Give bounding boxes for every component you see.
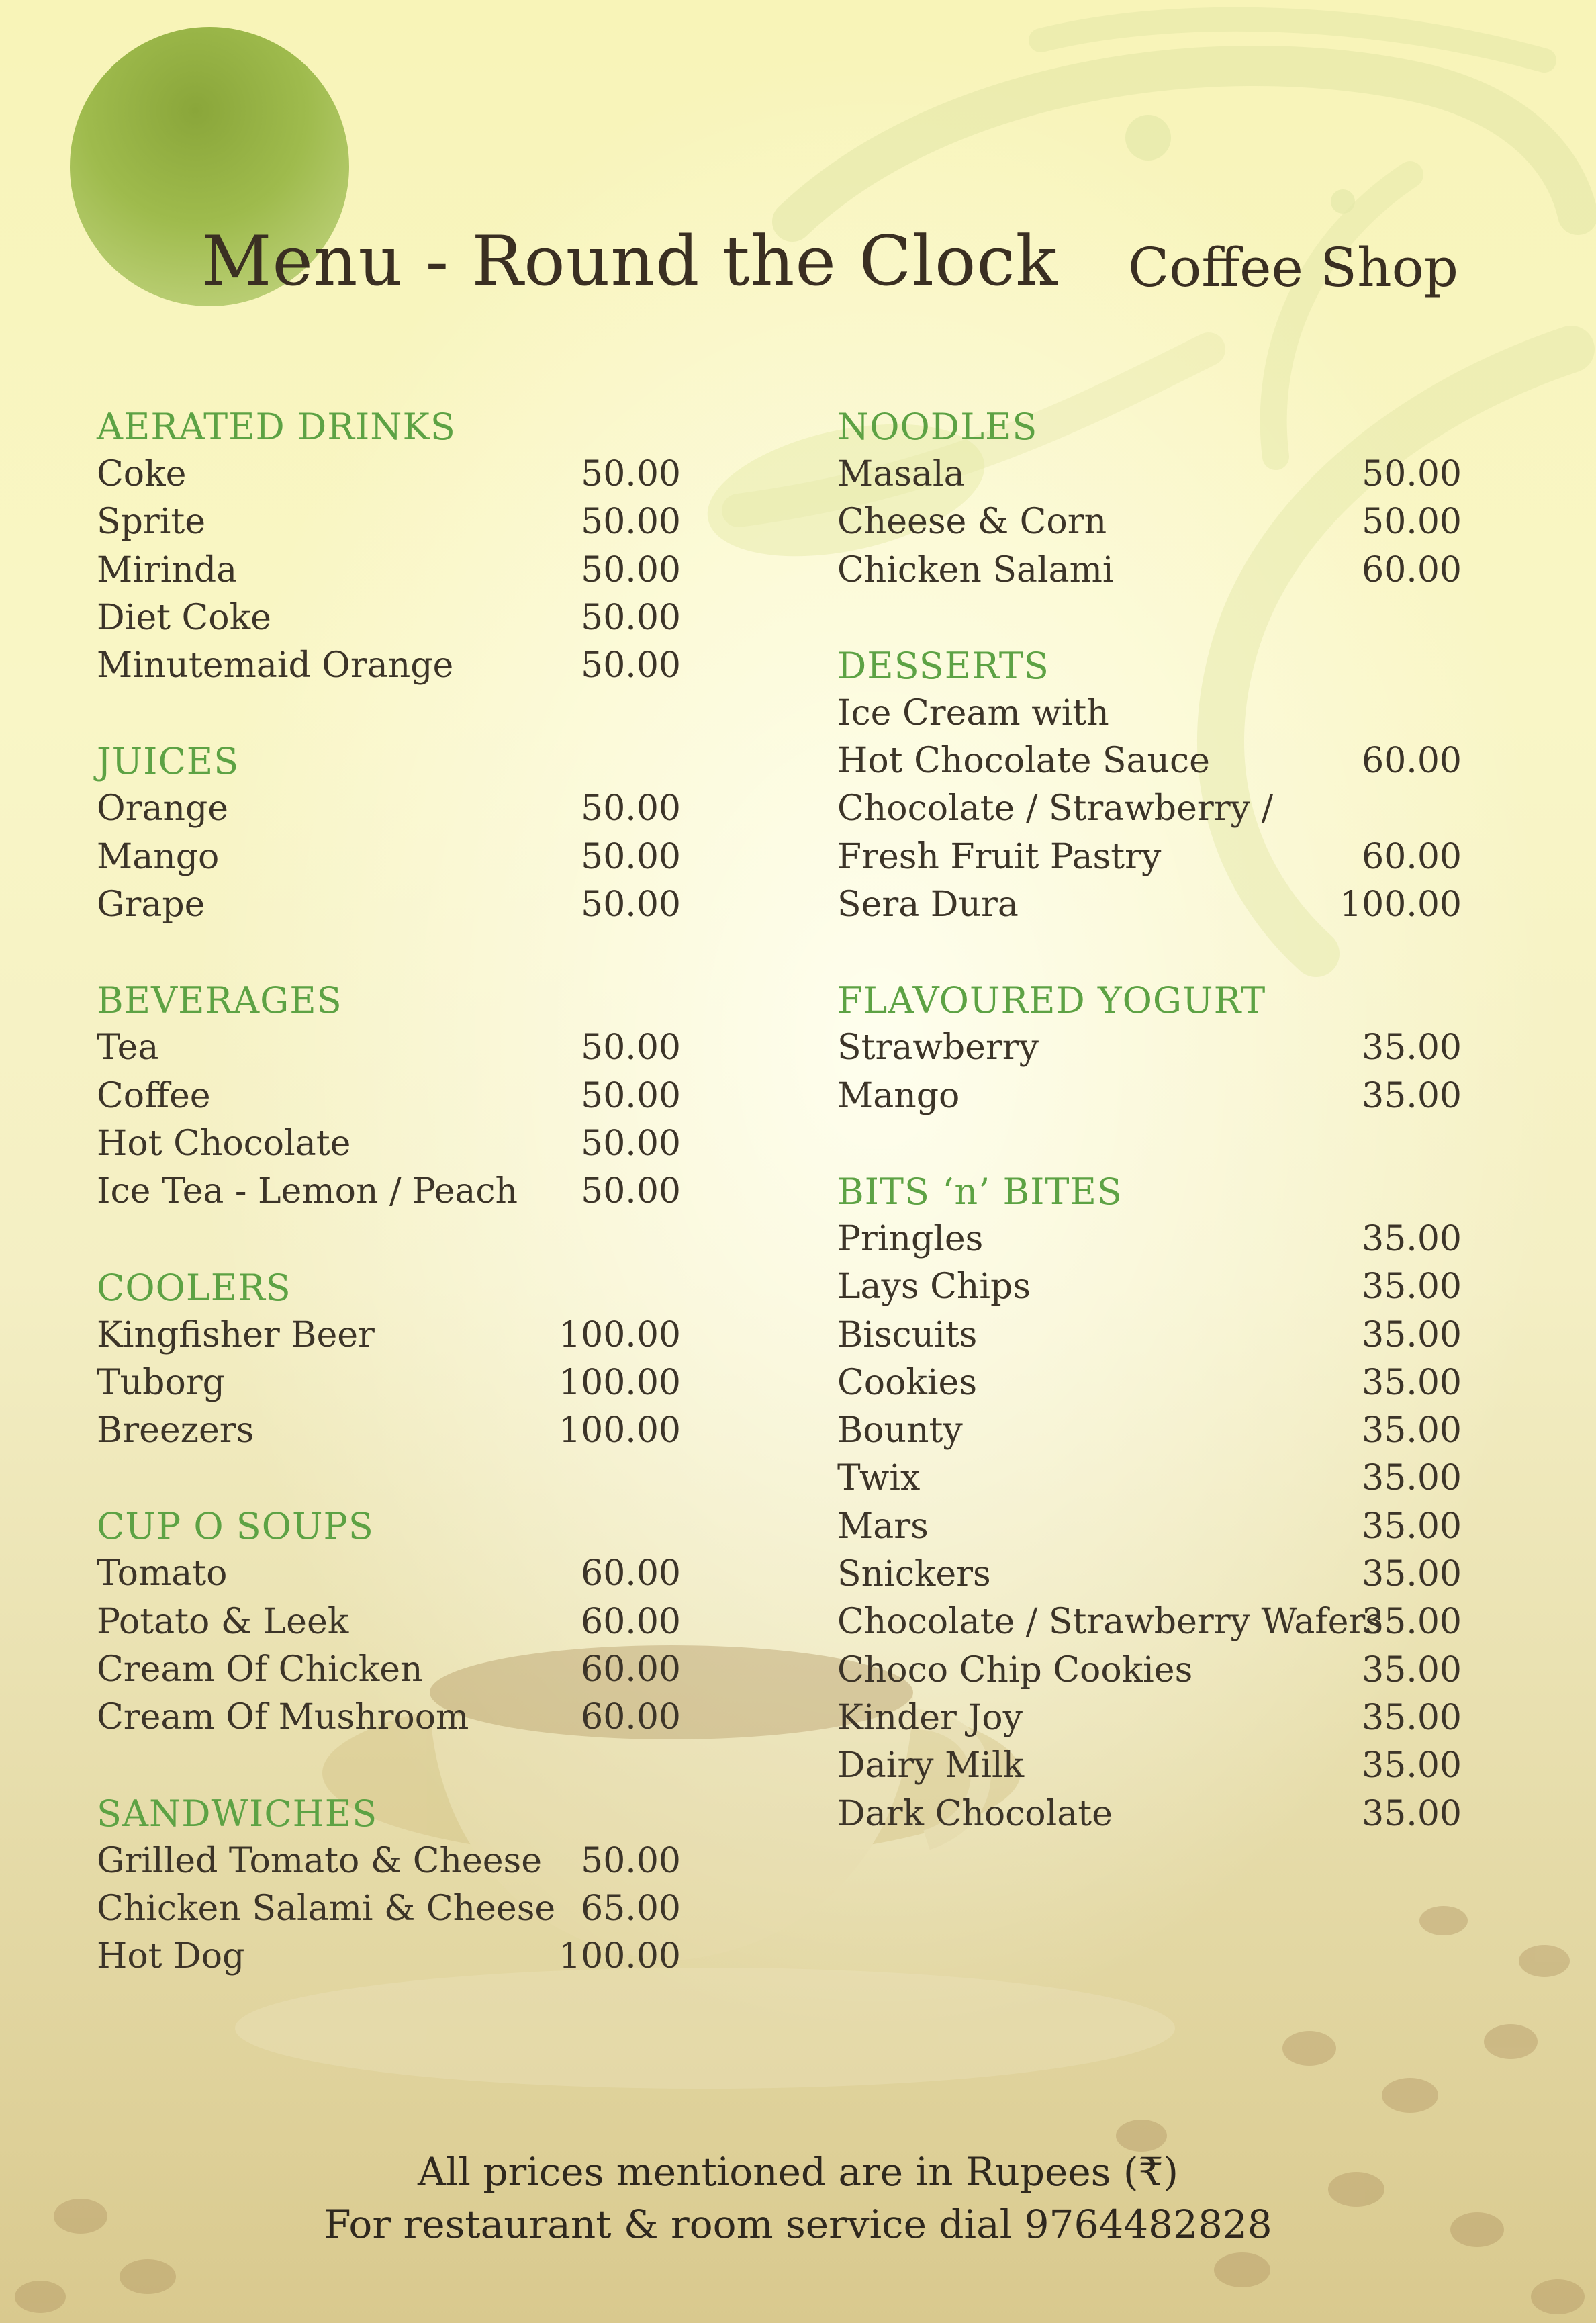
menu-item-name: Ice Tea - Lemon / Peach: [97, 1171, 518, 1212]
menu-item-price: 60.00: [581, 1649, 681, 1690]
section-title: BEVERAGES: [97, 979, 342, 1022]
menu-item: [97, 785, 681, 833]
menu-item-name: Bounty: [837, 1410, 963, 1451]
menu-item-name: Coffee: [97, 1075, 211, 1116]
menu-item-name: Lays Chips: [837, 1267, 1031, 1308]
menu-item-name: Chicken Salami & Cheese: [97, 1888, 556, 1929]
menu-item-price: 35.00: [1362, 1745, 1462, 1786]
menu-item-price: 35.00: [1362, 1218, 1462, 1259]
menu-item-price: 35.00: [1362, 1075, 1462, 1116]
menu-item-name: Chocolate / Strawberry /: [837, 788, 1273, 829]
menu-item-name: Hot Chocolate Sauce: [837, 741, 1210, 782]
menu-item-name: Minutemaid Orange: [97, 645, 454, 686]
menu-item-price: 35.00: [1362, 1314, 1462, 1355]
menu-item: [837, 1263, 1462, 1311]
menu-item: [837, 1216, 1462, 1263]
menu-item-name: Sprite: [97, 502, 206, 543]
menu-item: [97, 881, 681, 929]
menu-item-price: 60.00: [1362, 549, 1462, 590]
footer-service-note: For restaurant & room service dial 9764482828: [324, 2201, 1272, 2247]
menu-item: [97, 1550, 681, 1598]
menu-item-price: 35.00: [1362, 1458, 1462, 1499]
menu-item: [97, 1837, 681, 1885]
menu-item-name: Kinder Joy: [837, 1697, 1023, 1738]
menu-item: [97, 1312, 681, 1359]
menu-item-name: Biscuits: [837, 1314, 978, 1355]
menu-item-price: 35.00: [1362, 1410, 1462, 1451]
menu-item-price: 50.00: [581, 597, 681, 638]
menu-item-name: Snickers: [837, 1554, 991, 1595]
menu-item: [97, 1885, 681, 1933]
menu-item: [837, 1073, 1462, 1120]
menu-item-price: 100.00: [559, 1410, 681, 1451]
section-title: DESSERTS: [837, 644, 1049, 687]
menu-item: [837, 785, 1462, 833]
menu-item-name: Grape: [97, 884, 205, 925]
menu-item: [837, 1359, 1462, 1407]
menu-item-name: Hot Chocolate: [97, 1123, 351, 1164]
menu-item-name: Pringles: [837, 1218, 984, 1259]
section-title: AERATED DRINKS: [97, 406, 456, 448]
menu-section-desserts: [837, 642, 1462, 929]
menu-item: [837, 1312, 1462, 1359]
menu-item-price: 50.00: [581, 788, 681, 829]
section-title: NOODLES: [837, 406, 1038, 448]
menu-item: [837, 1407, 1462, 1455]
menu-item-price: 35.00: [1362, 1506, 1462, 1547]
section-title: CUP O SOUPS: [97, 1505, 374, 1548]
menu-item: [837, 1742, 1462, 1790]
section-title: FLAVOURED YOGURT: [837, 979, 1266, 1022]
menu-item: [97, 1933, 681, 1980]
section-title: JUICES: [97, 740, 240, 783]
menu-item: [837, 1503, 1462, 1551]
menu-item-price: 50.00: [581, 549, 681, 590]
menu-item-price: 100.00: [559, 1314, 681, 1355]
menu-item: [97, 833, 681, 881]
menu-section-bits-n-bites: [837, 1168, 1462, 1838]
menu-item: [97, 1073, 681, 1120]
menu-item-price: 35.00: [1362, 1554, 1462, 1595]
menu-item-name: Dark Chocolate: [837, 1793, 1113, 1834]
menu-item: [97, 1168, 681, 1216]
footer-currency-note: All prices mentioned are in Rupees (₹): [417, 2149, 1179, 2195]
menu-item: [97, 1359, 681, 1407]
menu-item-name: Grilled Tomato & Cheese: [97, 1840, 542, 1881]
menu-item: [837, 1455, 1462, 1502]
menu-item-price: 35.00: [1362, 1697, 1462, 1738]
menu-item-name: Twix: [837, 1458, 921, 1499]
menu-item-name: Masala: [837, 454, 965, 494]
menu-item-name: Mango: [837, 1075, 960, 1116]
menu-item: [837, 498, 1462, 546]
menu-item-name: Kingfisher Beer: [97, 1314, 375, 1355]
menu-section-sandwiches: [97, 1790, 681, 1981]
menu-item: [837, 1790, 1462, 1838]
menu-item-price: 35.00: [1362, 1028, 1462, 1068]
menu-item-price: 65.00: [581, 1888, 681, 1929]
menu-item-name: Tea: [97, 1028, 159, 1068]
menu-item-price: 35.00: [1362, 1793, 1462, 1834]
menu-item-price: 100.00: [559, 1936, 681, 1977]
section-title: BITS ‘n’ BITES: [837, 1170, 1123, 1213]
menu-item: [97, 642, 681, 690]
menu-item-price: 100.00: [559, 1362, 681, 1403]
menu-column-left: [97, 403, 681, 2029]
menu-item: [837, 690, 1462, 737]
menu-item: [837, 1694, 1462, 1742]
menu-item-price: 50.00: [581, 454, 681, 494]
menu-item: [97, 1694, 681, 1741]
menu-item-price: 50.00: [581, 645, 681, 686]
menu-item-price: 50.00: [581, 502, 681, 543]
menu-item-name: Sera Dura: [837, 884, 1019, 925]
menu-item: [97, 547, 681, 594]
menu-item: [97, 1120, 681, 1168]
menu-item-name: Mirinda: [97, 549, 238, 590]
menu-item: [837, 737, 1462, 785]
menu-item-price: 50.00: [581, 1171, 681, 1212]
menu-item-price: 50.00: [581, 1075, 681, 1116]
menu-item-price: 60.00: [581, 1697, 681, 1738]
menu-item-price: 50.00: [581, 836, 681, 877]
menu-item-price: 50.00: [581, 884, 681, 925]
menu-item-price: 50.00: [581, 1840, 681, 1881]
menu-column-right: [837, 403, 1462, 1886]
menu-item: [837, 547, 1462, 594]
menu-item-name: Coke: [97, 454, 187, 494]
menu-item-name: Ice Cream with: [837, 692, 1109, 733]
menu-item-price: 60.00: [581, 1601, 681, 1642]
section-title: SANDWICHES: [97, 1792, 378, 1835]
menu-section-beverages: [97, 976, 681, 1216]
menu-item-price: 60.00: [1362, 836, 1462, 877]
menu-item-name: Chocolate / Strawberry Wafers: [837, 1602, 1383, 1643]
menu-item-name: Tuborg: [97, 1362, 225, 1403]
menu-item-price: 35.00: [1362, 1649, 1462, 1690]
menu-item: [837, 1551, 1462, 1598]
swirl-dot: [1125, 115, 1171, 161]
menu-item-name: Cream Of Chicken: [97, 1649, 423, 1690]
menu-item-name: Cream Of Mushroom: [97, 1697, 469, 1738]
menu-item: [97, 451, 681, 498]
menu-item-name: Breezers: [97, 1410, 254, 1451]
menu-section-noodles: [837, 403, 1462, 594]
menu-section-coolers: [97, 1264, 681, 1455]
menu-item-price: 60.00: [1362, 741, 1462, 782]
menu-item: [97, 594, 681, 642]
menu-item-name: Fresh Fruit Pastry: [837, 836, 1162, 877]
menu-item-price: 50.00: [581, 1028, 681, 1068]
menu-item-name: Diet Coke: [97, 597, 271, 638]
menu-section-cup-o-soups: [97, 1502, 681, 1741]
menu-item-price: 50.00: [1362, 502, 1462, 543]
menu-section-juices: [97, 737, 681, 929]
menu-item-name: Choco Chip Cookies: [837, 1649, 1193, 1690]
menu-item: [97, 1407, 681, 1455]
menu-item-name: Tomato: [97, 1553, 228, 1594]
menu-section-aerated-drinks: [97, 403, 681, 690]
menu-item: [97, 1646, 681, 1694]
menu-item: [837, 833, 1462, 881]
page-title: Menu - Round the Clock: [201, 222, 1058, 302]
menu-section-flavoured-yogurt: [837, 976, 1462, 1120]
menu-item: [837, 881, 1462, 929]
menu-item-price: 35.00: [1362, 1362, 1462, 1403]
page-subtitle: Coffee Shop: [1127, 236, 1458, 299]
menu-item: [837, 451, 1462, 498]
menu-item-price: 35.00: [1362, 1602, 1462, 1643]
menu-item-name: Mango: [97, 836, 220, 877]
menu-item: [837, 1647, 1462, 1694]
menu-item-name: Cheese & Corn: [837, 502, 1107, 543]
menu-item: [97, 1024, 681, 1072]
menu-item: [837, 1024, 1462, 1072]
menu-item-name: Cookies: [837, 1362, 977, 1403]
menu-item: [97, 498, 681, 546]
menu-item-name: Orange: [97, 788, 229, 829]
menu-item-price: 60.00: [581, 1553, 681, 1594]
menu-item-price: 35.00: [1362, 1267, 1462, 1308]
section-title: COOLERS: [97, 1266, 291, 1309]
menu-item: [97, 1598, 681, 1646]
menu-item-name: Mars: [837, 1506, 929, 1547]
menu-item-price: 100.00: [1340, 884, 1462, 925]
menu-item-name: Potato & Leek: [97, 1601, 349, 1642]
menu-item-price: 50.00: [1362, 454, 1462, 494]
menu-item-name: Dairy Milk: [837, 1745, 1025, 1786]
menu-item-price: 50.00: [581, 1123, 681, 1164]
swirl-dot: [1331, 189, 1355, 214]
menu-item-name: Strawberry: [837, 1028, 1039, 1068]
menu-item-name: Chicken Salami: [837, 549, 1114, 590]
menu-item: [837, 1598, 1462, 1646]
menu-item-name: Hot Dog: [97, 1936, 245, 1977]
